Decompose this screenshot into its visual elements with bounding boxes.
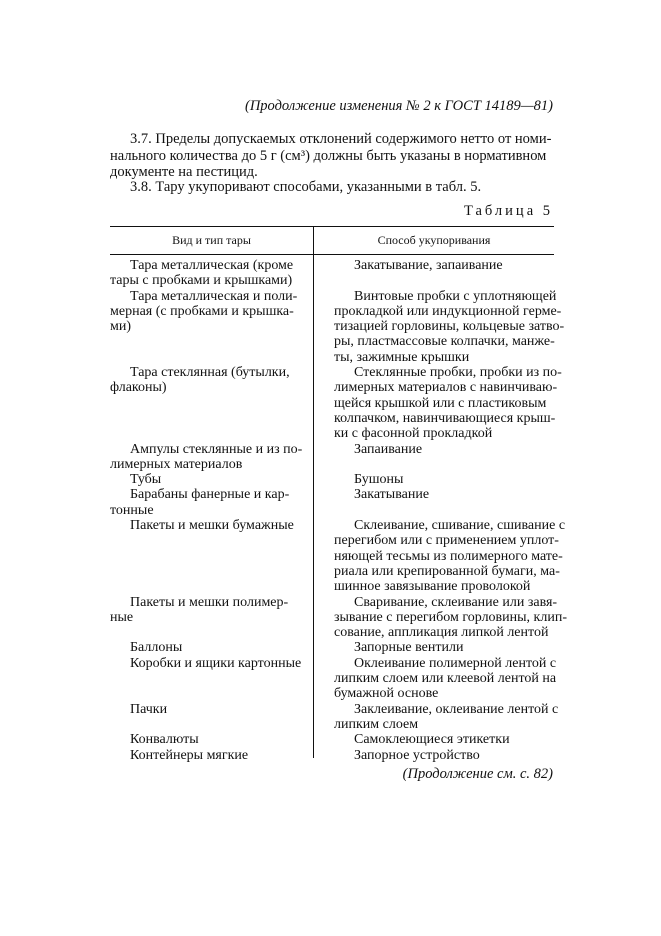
cell-line: тизацией горловины, кольцевые затво- [334,319,565,335]
sealing-method-cell [334,640,554,655]
container-type-cell [110,518,307,533]
cell-line: зывание с перегибом горловины, клип- [334,609,567,625]
cell-line: Склеивание, сшивание, сшивание с [354,518,566,534]
cell-line: Баллоны [130,640,183,656]
cell-line: Пакеты и мешки полимер- [130,594,289,610]
sealing-method-cell [334,365,562,442]
paragraph-line: 3.7. Пределы допускаемых отклонений содержимого нетто от номи- [130,131,552,147]
table-header-rule [110,254,554,255]
table-body [110,258,567,763]
table-row [110,594,567,641]
paragraph-line: документе на пестицид. [110,164,258,181]
container-type-cell [110,442,307,473]
cell-line: Запаивание [354,441,423,457]
cell-line: Закатывание [354,487,430,503]
cell-line: флаконы) [110,380,167,396]
cell-line: Запорные вентили [354,640,464,656]
cell-line: щейся крышкой или с пластиковым [334,395,547,411]
container-type-cell [110,365,307,396]
sealing-method-cell [334,518,566,595]
container-type-cell [110,640,307,655]
sealing-method-cell [334,472,554,487]
sealing-method-cell [334,487,554,502]
cell-line: Запорное устройство [354,747,480,763]
table-row [110,288,565,365]
cell-line: Самоклеющиеся этикетки [354,732,510,748]
cell-line: шинное завязывание проволокой [334,579,531,595]
cell-line: няющей тесьмы из полимерного мате- [334,548,563,564]
sealing-method-cell [334,442,554,457]
cell-line: ные [110,609,134,625]
continuation-header: (Продолжение изменения № 2 к ГОСТ 14189—81) [244,98,553,114]
table-row [110,732,554,747]
sealing-method-cell [334,701,559,733]
cell-line: сование, аппликация липкой лентой [334,625,549,641]
table-row [110,442,554,473]
table-row [110,258,554,289]
paragraph-line: 3.8. Тару укупоривают способами, указанными в табл. 5. [130,179,482,195]
cell-line: Конвалюты [130,732,199,748]
table-top-rule [110,226,554,227]
table-caption: Таблица 5 [463,203,553,219]
cell-line: Заклеивание, оклеивание лентой с [354,701,559,717]
cell-line: Стеклянные пробки, пробки из по- [354,365,562,381]
paragraph-3-8 [110,179,553,196]
cell-line: липким слоем или клеевой лентой на [334,671,557,687]
cell-line: Коробки и ящики картонные [130,655,302,671]
container-type-cell [110,656,307,671]
table-row [110,701,559,733]
cell-line: бумажной основе [334,686,439,702]
sealing-method-cell [334,288,565,365]
cell-line: Винтовые пробки с уплотняющей [354,288,557,304]
table-row [110,518,566,595]
cell-line: Оклеивание полимерной лентой с [354,655,557,671]
cell-line: Контейнеры мягкие [130,747,249,763]
cell-line: Ампулы стеклянные и из по- [130,441,303,457]
cell-line: тонные [110,502,154,518]
table-row [110,640,554,655]
container-type-cell [110,732,307,747]
cell-line: ры, пластмассовые колпачки, манже- [334,334,555,350]
cell-line: прокладкой или индукционной герме- [334,303,562,319]
cell-line: липким слоем [334,716,419,732]
sealing-method-cell [334,655,557,702]
sealing-method-cell [334,732,554,747]
sealing-method-cell [334,594,567,641]
cell-line: тары с пробками и крышками) [110,273,293,289]
cell-line: ки с фасонной прокладкой [334,426,493,442]
paragraph-line: нального количества до 5 г (см³) должны быть указаны в нормативном [110,147,547,164]
column-header-sealing-method: Способ укупоривания [377,233,491,247]
cell-line: перегибом или с применением уплот- [334,533,559,549]
sealing-method-cell [334,258,554,273]
cell-line: лимерных материалов [110,456,243,472]
container-type-cell [110,748,307,763]
cell-line: ми) [110,319,132,335]
table-row [110,472,554,487]
cell-line: Тубы [130,472,162,488]
container-type-cell [110,472,307,487]
cell-line: Закатывание, запаивание [354,258,503,273]
sealing-method-cell [334,748,554,763]
cell-line: ты, зажимные крышки [334,349,470,365]
container-type-cell [110,702,307,717]
cell-line: Сваривание, склеивание или завя- [354,594,558,610]
container-type-cell [110,595,307,626]
cell-line: мерная (с пробками и крышка- [110,303,294,319]
table-row [110,365,562,442]
cell-line: Барабаны фанерные и кар- [130,487,290,503]
container-type-cell [110,289,307,335]
container-type-cell [110,258,307,289]
column-header-container-type: Вид и тип тары [172,233,251,247]
cell-line: колпачком, навинчивающиеся крыш- [334,410,556,426]
cell-line: Пакеты и мешки бумажные [130,518,294,534]
cell-line: Пачки [130,701,168,717]
paragraph-3-7 [110,131,553,181]
continuation-footer: (Продолжение см. с. 82) [402,766,553,782]
cell-line: лимерных материалов с навинчиваю- [334,380,558,396]
cell-line: Тара металлическая (кроме [130,258,294,273]
table-row [110,655,557,702]
cell-line: риала или крепированной бумаги, ма- [334,563,560,579]
cell-line: Тара стеклянная (бутылки, [130,365,290,381]
container-type-cell [110,487,307,518]
table-row [110,748,554,763]
table-row [110,487,554,518]
cell-line: Тара металлическая и поли- [130,288,298,304]
cell-line: Бушоны [354,472,404,488]
